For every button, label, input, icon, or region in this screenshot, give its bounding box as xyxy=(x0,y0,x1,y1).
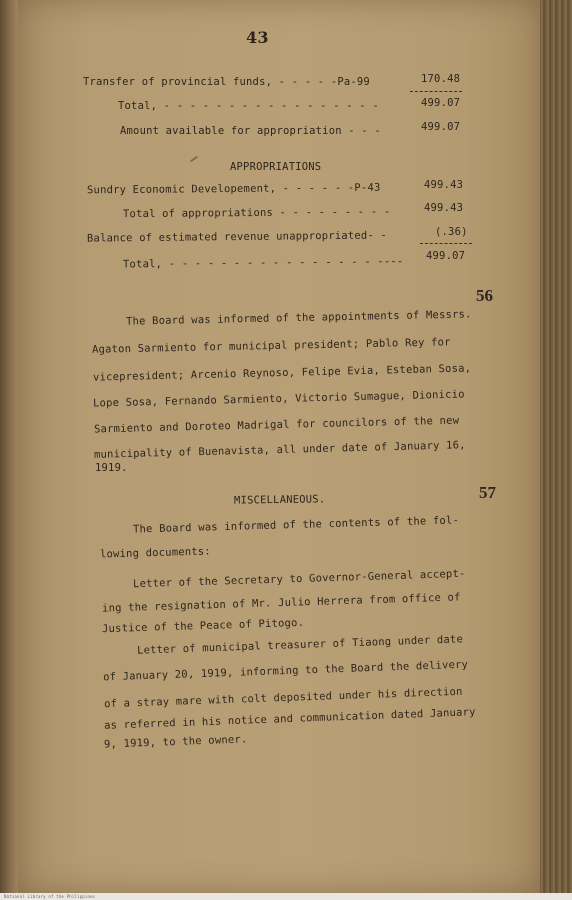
total-label: Total, - - - - - - - - - - - - - - - - - xyxy=(118,100,379,112)
amount-available-label: Amount available for appropriation - - - xyxy=(120,125,381,137)
appropriations-heading: APPROPRIATIONS xyxy=(230,161,322,173)
miscellaneous-heading: MISCELLANEOUS. xyxy=(233,493,326,507)
page-number: 43 xyxy=(246,28,269,47)
body-line: Lope Sosa, Fernando Sarmiento, Victorio Sumague, Dionicio xyxy=(92,388,465,410)
body-line: municipality of Buenavista, all under date of January 16, xyxy=(93,439,466,461)
section-number-56: 56 xyxy=(476,286,493,305)
body-line: vicepresident; Arcenio Reynoso, Felipe Evia, Esteban Sosa, xyxy=(92,362,472,384)
section-number-57: 57 xyxy=(479,483,496,502)
amount-available-value: 499.07 xyxy=(421,121,461,133)
total-appropriations-amount: 499.43 xyxy=(424,202,464,214)
body-line: Sarmiento and Doroteo Madrigal for councilors of the new xyxy=(93,414,460,436)
body-line: lowing documents: xyxy=(99,545,212,561)
total-amount: 499.07 xyxy=(421,97,461,109)
body-line: Justice of the Peace of Pitogo. xyxy=(101,616,305,636)
sundry-label: Sundry Economic Developement, - - - - - -P-43 xyxy=(86,181,381,197)
total-appropriations-label: Total of appropriations - - - - - - - - - xyxy=(122,205,391,221)
transfer-label: Transfer of provincial funds, - - - - -Pa-99 xyxy=(83,76,370,88)
balance-amount: (.36) xyxy=(435,226,468,238)
body-line: 9, 1919, to the owner. xyxy=(103,733,248,751)
body-line: 1919. xyxy=(95,462,128,474)
final-total-label: Total, - - - - - - - - - - - - - - - - ---- xyxy=(122,255,404,271)
body-line: Letter of municipal treasurer of Tiaong under date xyxy=(136,633,464,657)
sum-rule-2 xyxy=(420,243,472,244)
scanner-footer-text: National Library of the Philippines xyxy=(4,894,96,899)
body-line: of a stray mare with colt deposited under his direction xyxy=(103,685,463,711)
binding-edge xyxy=(0,0,20,900)
sum-rule xyxy=(410,91,462,92)
body-line: as referred in his notice and communication dated January xyxy=(103,706,476,732)
page-stack-edge xyxy=(540,0,572,900)
balance-label: Balance of estimated revenue unappropriated- - xyxy=(86,229,388,245)
body-line: Agaton Sarmiento for municipal president; Pablo Rey for xyxy=(91,336,451,356)
final-total-amount: 499.07 xyxy=(426,250,466,262)
body-line: Letter of the Secretary to Governor-General accept- xyxy=(132,567,466,591)
body-line: The Board was informed of the contents of the fol- xyxy=(132,514,460,536)
body-line: The Board was informed of the appointments of Messrs. xyxy=(125,308,472,328)
body-line: ing the resignation of Mr. Julio Herrera from office of xyxy=(101,591,461,615)
sundry-amount: 499.43 xyxy=(424,179,464,191)
transfer-amount: 170.48 xyxy=(421,73,461,85)
body-line: of January 20, 1919, informing to the Board the delivery xyxy=(102,658,469,684)
